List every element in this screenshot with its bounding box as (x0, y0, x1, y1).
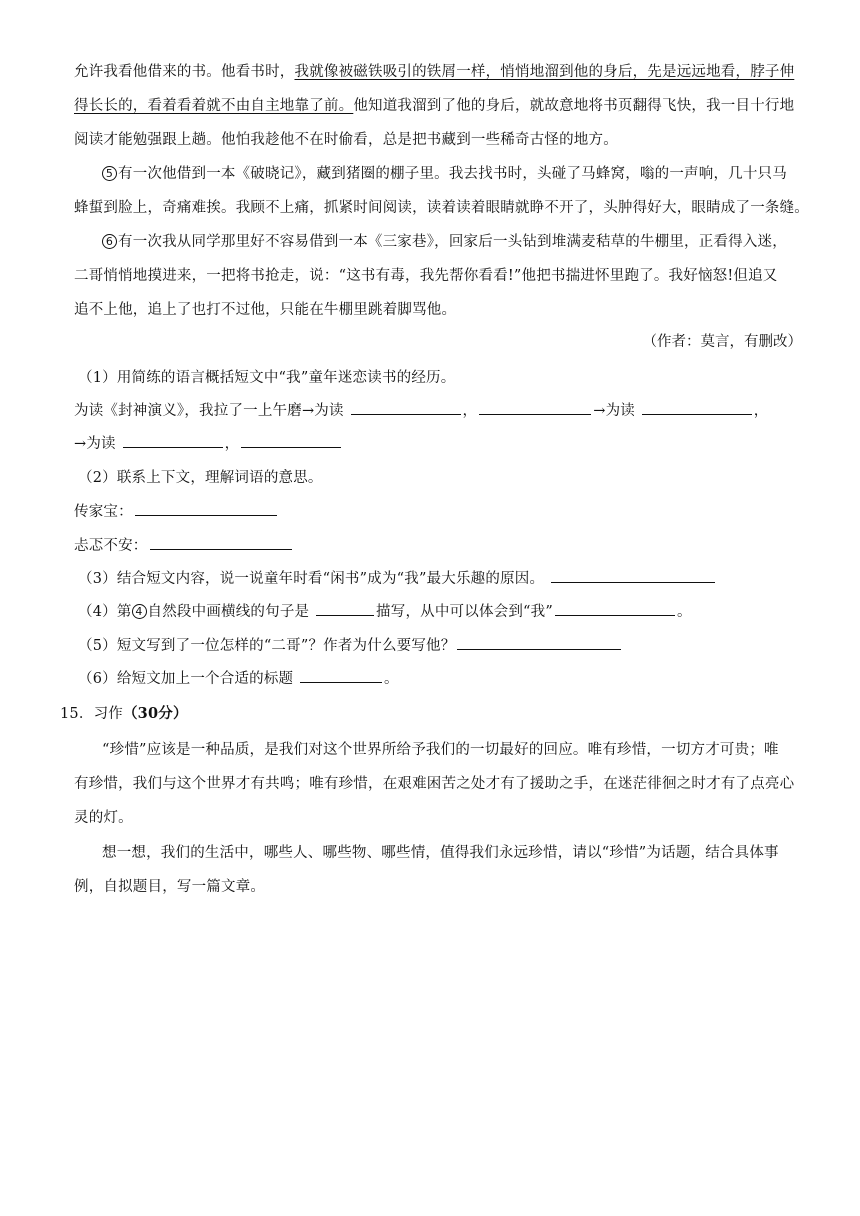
passage-line (102, 230, 787, 251)
answer-blank[interactable] (316, 601, 374, 616)
question-text: 为读《封神演义》，我拉了一上午磨→为读 (74, 403, 344, 419)
passage-line (74, 298, 456, 319)
question-5 (78, 634, 623, 655)
question-2-item (74, 500, 279, 521)
question-text: ， (224, 436, 240, 452)
passage-text: 有一次我从同学那里好不容易借到一本《三家巷》，回家后一头钻到堆满麦秸草的牛棚里，正看得入迷， (118, 234, 787, 250)
question-2: （2）联系上下文，理解词语的意思。 (78, 470, 323, 486)
question-text: （3）结合短文内容，说一说童年时看“闲书”成为“我”最大乐趣的原因。 (78, 571, 545, 587)
question-text: 传家宝： (74, 504, 133, 520)
section-number: 15． (60, 706, 94, 722)
passage-line (74, 94, 794, 115)
question-text: （6）给短文加上一个合适的标题 (78, 671, 294, 687)
section-score: （30分） (122, 705, 188, 722)
passage-text: 他知道我溜到了他的身后，就故意地将书页翻得飞快，我一目十行地 (353, 98, 795, 114)
passage-line (74, 60, 794, 81)
question-text: （5）短文写到了一位怎样的“二哥”？作者为什么要写他？ (78, 638, 456, 654)
question-text: 忐忑不安： (74, 538, 148, 554)
answer-blank[interactable] (150, 535, 292, 550)
answer-blank[interactable] (555, 601, 675, 616)
question-text: （4）第 (78, 604, 132, 620)
question-text: 自然段中画横线的句子是 (147, 604, 310, 620)
paragraph-number-badge: 6 (102, 234, 117, 249)
passage-text: 阅读才能勉强跟上趟。他怕我趁他不在时偷看，总是把书藏到一些稀奇古怪的地方。 (74, 132, 618, 148)
answer-blank[interactable] (642, 400, 752, 415)
prompt-line: 有珍惜，我们与这个世界才有共鸣；唯有珍惜，在艰难困苦之处才有了援助之手，在迷茫徘徊之时才有了点亮心 (74, 776, 795, 792)
underlined-sentence: 我就像被磁铁吸引的铁屑一样，悄悄地溜到他的身后，先是远远地看，脖子伸 (294, 64, 795, 80)
passage-text: 追不上他，追上了也打不过他，只能在牛棚里跳着脚骂他。 (74, 302, 457, 318)
passage-text: 二哥悄悄地摸进来，一把将书抢走，说：“这书有毒，我先帮你看看!”他把书揣进怀里跑了。我好恼怒!但追又 (74, 268, 778, 284)
answer-blank[interactable] (123, 433, 223, 448)
passage-text: 允许我看他借来的书。他看书时， (74, 64, 295, 80)
question-1: （1）用简练的语言概括短文中“我”童年迷恋读书的经历。 (78, 370, 456, 386)
passage-line (74, 128, 618, 149)
answer-blank[interactable] (551, 568, 715, 583)
passage-line (102, 162, 787, 183)
question-text: ， (462, 403, 478, 419)
underlined-sentence: 得长长的，看着看着就不由自主地靠了前。 (74, 98, 354, 114)
question-3 (78, 567, 717, 588)
question-4 (78, 600, 692, 621)
answer-blank[interactable] (351, 400, 461, 415)
paragraph-number-badge: 5 (102, 166, 117, 181)
prompt-line: 例，自拟题目，写一篇文章。 (74, 879, 266, 895)
passage-line (74, 264, 777, 285)
question-1-answer-line (74, 432, 343, 453)
question-2-item (74, 534, 294, 555)
question-text: →为读 (74, 436, 116, 452)
answer-blank[interactable] (457, 635, 621, 650)
section-title: 习作 (93, 706, 123, 722)
passage-text: 蜂蜇到脸上，奇痛难挨。我顾不上痛，抓紧时间阅读，读着读着眼睛就睁不开了，头肿得好大，眼睛成了一条缝。 (74, 200, 809, 216)
paragraph-number-badge: 4 (132, 604, 147, 619)
question-text: 。 (676, 604, 692, 620)
prompt-line: “珍惜”应该是一种品质，是我们对这个世界所给予我们的一切最好的回应。唯有珍惜，一切方才可贵；唯 (102, 742, 779, 758)
answer-blank[interactable] (479, 400, 591, 415)
prompt-line: 想一想，我们的生活中，哪些人、哪些物、哪些情，值得我们永远珍惜，请以“珍惜”为话题，结合具体事 (102, 845, 779, 861)
answer-blank[interactable] (241, 433, 341, 448)
question-text: 。 (384, 671, 399, 687)
author-credit: （作者：莫言，有删改） (642, 334, 802, 350)
question-1-answer-line (74, 399, 768, 420)
question-6 (78, 667, 399, 688)
section-15-heading (60, 702, 188, 723)
passage-text: 有一次他借到一本《破晓记》，藏到猪圈的棚子里。我去找书时，头碰了马蜂窝，嗡的一声响，几十只马 (118, 166, 787, 182)
answer-blank[interactable] (300, 668, 382, 683)
question-text: 描写，从中可以体会到“我” (376, 604, 553, 620)
prompt-line: 灵的灯。 (74, 810, 133, 826)
question-text: ， (753, 403, 769, 419)
passage-line (74, 196, 809, 217)
answer-blank[interactable] (135, 501, 277, 516)
question-text: →为读 (593, 403, 635, 419)
